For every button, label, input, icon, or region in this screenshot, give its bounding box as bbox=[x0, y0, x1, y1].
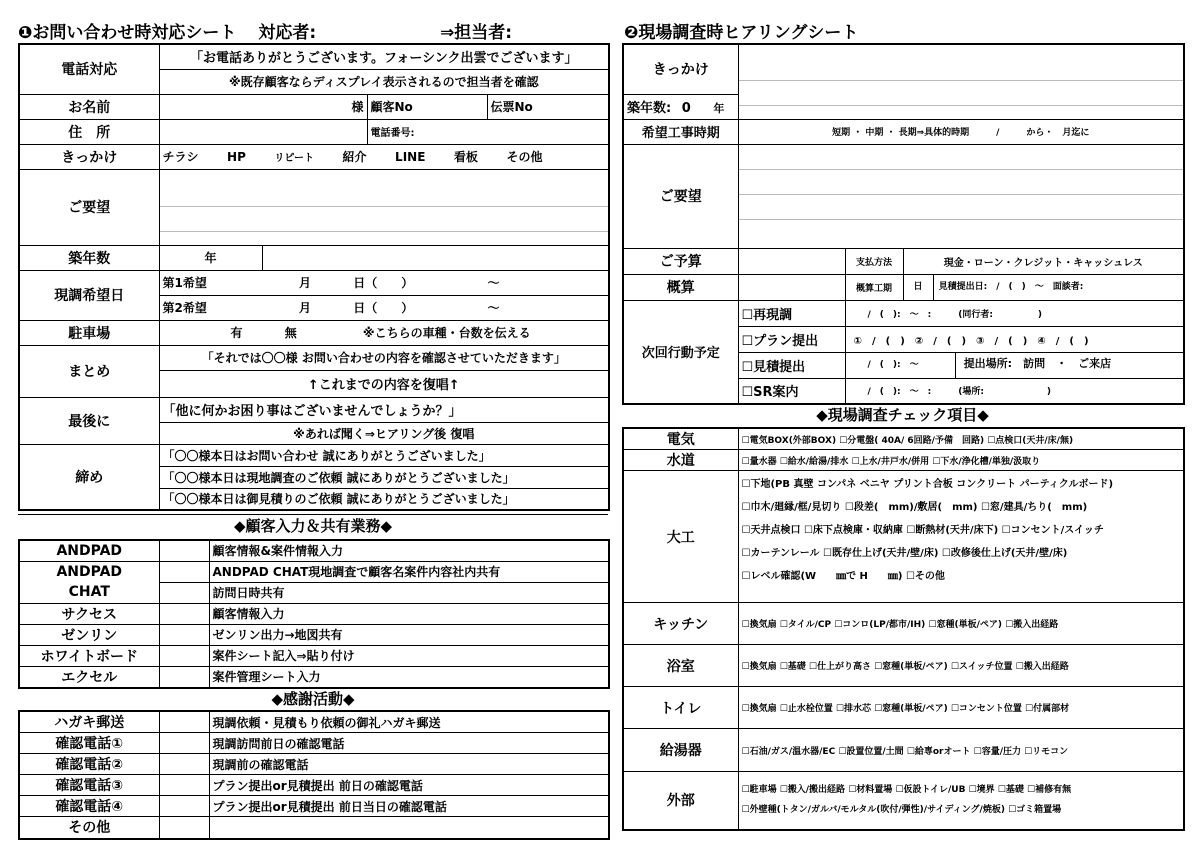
next-item-name[interactable]: ☐プラン提出 bbox=[738, 326, 845, 352]
check-item[interactable]: ☐電気BOX(外部BOX) ☐分電盤( 40A/ 6回路/予備 回路) ☐点検口(天井/床/無) bbox=[738, 428, 1184, 450]
r-chikunen-unit: 年 bbox=[713, 102, 725, 115]
task-name: ホワイトボード bbox=[19, 645, 159, 666]
check-items-gaibu bbox=[738, 772, 1184, 830]
thanks-desc: プラン提出or見積提出 前日の確認電話 bbox=[209, 775, 609, 796]
check-label: 給湯器 bbox=[623, 729, 738, 772]
denpyo-no-label[interactable]: 伝票No bbox=[487, 94, 609, 119]
r-gaisan-amount[interactable] bbox=[738, 274, 845, 300]
r-chikunen-label: 築年数: bbox=[627, 101, 672, 116]
saigo-line2: ※あれば聞く⇒ヒアリング後 復唱 bbox=[159, 422, 609, 444]
shime-line: 「〇〇様本日はお問い合わせ 誠にありがとうございました」 bbox=[159, 444, 609, 466]
row-kikkake bbox=[19, 144, 609, 169]
next-item-val[interactable]: / ( ): ～ : (場所: ) bbox=[845, 378, 1184, 404]
row-r-next-0 bbox=[623, 300, 1184, 326]
task-desc: ゼンリン出力→地図共有 bbox=[209, 624, 609, 645]
thanks-desc: 現調依頼・見積もり依頼の御礼ハガキ郵送 bbox=[209, 711, 609, 733]
chusha-ari[interactable]: 有 bbox=[230, 326, 243, 340]
section-kansha-header bbox=[18, 688, 608, 709]
check-label: 水道 bbox=[623, 450, 738, 471]
row-r-gaisan bbox=[623, 274, 1184, 300]
shime-line: 「〇〇様本日は御見積りのご依頼 誠にありがとうございました」 bbox=[159, 488, 609, 510]
check-item[interactable]: ☐外壁種(トタン/ガルバ/モルタル(吹付/弾性)/サイディング/焼板) ☐ゴミ箱置場 bbox=[741, 805, 1062, 816]
r-kikkake-label: きっかけ bbox=[623, 44, 738, 94]
thanks-name: 確認電話① bbox=[19, 733, 159, 754]
task-check[interactable] bbox=[159, 666, 209, 688]
thanks-name: 確認電話③ bbox=[19, 775, 159, 796]
r-yosan-amount[interactable] bbox=[738, 248, 845, 274]
task-desc: 案件管理シート入力 bbox=[209, 666, 609, 688]
sama-label: 様 bbox=[159, 94, 367, 119]
check-item[interactable]: ☐カーテンレール ☐既存仕上げ(天井/壁/床) ☐改修後仕上げ(天井/壁/床) bbox=[741, 548, 1068, 559]
kikkake-option[interactable]: チラシ bbox=[162, 150, 199, 164]
chiku-blank[interactable] bbox=[262, 245, 609, 270]
r-yosan-methods[interactable]: 現金・ローン・クレジット・キャッシュレス bbox=[903, 248, 1184, 274]
r-gaisan-detail bbox=[903, 274, 1184, 300]
row-jusho bbox=[19, 119, 609, 144]
saigo-label: 最後に bbox=[19, 397, 159, 444]
row-denwa bbox=[19, 44, 609, 69]
r-gaisan-label: 概算 bbox=[623, 274, 738, 300]
shime-line: 「〇〇様本日は現地調査のご依頼 誠にありがとうございました」 bbox=[159, 466, 609, 488]
chiku-label: 築年数 bbox=[19, 245, 159, 270]
thanks-desc: 現調前の確認電話 bbox=[209, 754, 609, 775]
check-item[interactable]: ☐換気扇 ☐止水栓位置 ☐排水芯 ☐窓種(単板/ペア) ☐コンセント位置 ☐付属部材 bbox=[738, 687, 1184, 729]
task-check[interactable] bbox=[159, 561, 209, 582]
row-genchou-1 bbox=[19, 270, 609, 295]
check-item[interactable]: ☐石油/ガス/温水器/EC ☐設置位置/土間 ☐給専orオート ☐容量/圧力 ☐リモコン bbox=[738, 729, 1184, 772]
next-item-val[interactable]: / ( ): ～ : (同行者: ) bbox=[845, 300, 1184, 326]
genchou-tsuki: 月 bbox=[299, 301, 312, 315]
genchou-h2[interactable] bbox=[159, 295, 609, 320]
check-item[interactable]: ☐天井点検口 ☐床下点検庫・収納庫 ☐断熱材(天井/床下) ☐コンセント/スイッチ bbox=[741, 525, 1104, 536]
task-check[interactable] bbox=[159, 624, 209, 645]
namae-label: お名前 bbox=[19, 94, 159, 119]
kikkake-option[interactable]: 看板 bbox=[453, 150, 478, 164]
genchou-kara: ～ bbox=[487, 276, 500, 290]
genchou-h1[interactable] bbox=[159, 270, 609, 295]
thanks-check[interactable] bbox=[159, 796, 209, 817]
genchou-h1-label: 第1希望 bbox=[162, 276, 207, 290]
genchou-label: 現調希望日 bbox=[19, 270, 159, 320]
r-goyobo-label: ご要望 bbox=[623, 144, 738, 248]
task-desc: 顧客情報入力 bbox=[209, 603, 609, 624]
next-item-val[interactable]: ① / ( ) ② / ( ) ③ / ( ) ④ / ( ) bbox=[845, 326, 1184, 352]
task-desc: 訪問日時共有 bbox=[209, 582, 609, 603]
jusho-field[interactable] bbox=[159, 119, 367, 144]
section-kansha-title: ◆感謝活動◆ bbox=[271, 690, 355, 708]
left-sheet-title: ❶お問い合わせ時対応シート bbox=[18, 23, 237, 43]
r-yosan-label: ご予算 bbox=[623, 248, 738, 274]
kikkake-option[interactable]: リピート bbox=[274, 153, 314, 164]
genchou-h2-label: 第2希望 bbox=[162, 301, 207, 315]
thanks-desc: プラン提出or見積提出 前日当日の確認電話 bbox=[209, 796, 609, 817]
check-item[interactable]: ☐換気扇 ☐基礎 ☐仕上がり高さ ☐窓種(単板/ペア) ☐スイッチ位置 ☐搬入出経路 bbox=[738, 645, 1184, 687]
row-goyobo bbox=[19, 169, 609, 245]
r-gaisan-koki: 概算工期 bbox=[845, 274, 903, 300]
check-header bbox=[622, 404, 1183, 425]
chiku-nen[interactable]: 年 bbox=[159, 245, 262, 270]
task-name: CHAT bbox=[19, 582, 159, 603]
denwa-label: 電話対応 bbox=[19, 44, 159, 94]
r-chikunen bbox=[623, 94, 738, 119]
task-desc: 顧客情報&案件情報入力 bbox=[209, 540, 609, 561]
hearing-table bbox=[622, 43, 1185, 405]
thanks-check[interactable] bbox=[159, 733, 209, 754]
check-title: ◆現場調査チェック項目◆ bbox=[816, 406, 989, 424]
row-r-kikkake bbox=[623, 44, 1184, 94]
next-item-name[interactable]: ☐見積提出 bbox=[738, 352, 845, 378]
left-sheet-title-bar bbox=[18, 18, 512, 43]
genchou-hi: 日（ ） bbox=[353, 301, 414, 315]
kikkake-option[interactable]: その他 bbox=[506, 150, 543, 164]
row-saigo bbox=[19, 397, 609, 422]
kokyaku-table bbox=[18, 539, 610, 689]
kokyaku-no-label[interactable]: 顧客No bbox=[367, 94, 487, 119]
task-desc: ANDPAD CHAT現地調査で顧客名案件内容社内共有 bbox=[209, 561, 609, 582]
task-check[interactable] bbox=[159, 582, 209, 603]
next-item-extra[interactable]: 提出場所: 訪問 ・ ご来店 bbox=[963, 356, 1112, 370]
genchou-kara: ～ bbox=[487, 301, 500, 315]
check-label: 浴室 bbox=[623, 645, 738, 687]
r-yosan-pay-label: 支払方法 bbox=[845, 248, 903, 274]
taiosha-label: 対応者: bbox=[258, 23, 317, 43]
thanks-desc: 現調訪問前日の確認電話 bbox=[209, 733, 609, 754]
kikkake-label: きっかけ bbox=[19, 144, 159, 169]
check-item[interactable]: ☐レベル確認(W ㎜で H ㎜) ☐その他 bbox=[741, 571, 945, 582]
chusha-field bbox=[159, 320, 609, 345]
right-sheet-title: ❷現場調査時ヒアリングシート bbox=[624, 23, 859, 43]
kikkake-option[interactable]: LINE bbox=[395, 149, 426, 164]
goyobo-label: ご要望 bbox=[19, 169, 159, 245]
thanks-name: 確認電話④ bbox=[19, 796, 159, 817]
row-shime bbox=[19, 444, 609, 466]
jusho-label: 住 所 bbox=[19, 119, 159, 144]
row-r-kibou bbox=[623, 119, 1184, 144]
check-item[interactable]: ☐巾木/廻縁/框/見切り ☐段差( mm)/敷居( mm) ☐窓/建具/ちり( mm) bbox=[741, 502, 1088, 513]
section-kokyaku-header bbox=[18, 514, 608, 536]
row-namae bbox=[19, 94, 609, 119]
r-next-label: 次回行動予定 bbox=[623, 300, 738, 404]
kikkake-option[interactable]: HP bbox=[227, 149, 246, 164]
matome-line1: 「それでは〇〇様 お問い合わせの内容を確認させていただきます」 bbox=[159, 345, 609, 370]
row-matome bbox=[19, 345, 609, 370]
denwa-line1: 「お電話ありがとうございます。フォーシンク出雲でございます」 bbox=[159, 44, 609, 69]
r-goyobo-field[interactable] bbox=[738, 144, 1184, 248]
check-label: 電気 bbox=[623, 428, 738, 450]
task-name: ANDPAD bbox=[19, 540, 159, 561]
chusha-note: ※こちらの車種・台数を伝える bbox=[362, 326, 531, 340]
thanks-check[interactable] bbox=[159, 711, 209, 733]
thanks-name: 確認電話② bbox=[19, 754, 159, 775]
check-label: 外部 bbox=[623, 772, 738, 830]
next-item-name[interactable]: ☐SR案内 bbox=[738, 378, 845, 404]
tel-label[interactable]: 電話番号: bbox=[367, 119, 609, 144]
goyobo-field[interactable] bbox=[159, 169, 609, 245]
task-check[interactable] bbox=[159, 645, 209, 666]
genchou-hi: 日（ ） bbox=[353, 276, 414, 290]
chusha-nashi[interactable]: 無 bbox=[284, 326, 297, 340]
task-name: ANDPAD bbox=[19, 561, 159, 582]
genchou-tsuki: 月 bbox=[299, 276, 312, 290]
thanks-name: ハガキ郵送 bbox=[19, 711, 159, 733]
kansha-table bbox=[18, 710, 610, 840]
task-name: ゼンリン bbox=[19, 624, 159, 645]
check-table bbox=[622, 427, 1185, 831]
task-name: エクセル bbox=[19, 666, 159, 688]
task-desc: 案件シート記入⇒貼り付け bbox=[209, 645, 609, 666]
check-item[interactable]: ☐量水器 ☐給水/給湯/排水 ☐上水/井戸水/併用 ☐下水/浄化槽/単独/汲取り bbox=[738, 450, 1184, 471]
chusha-label: 駐車場 bbox=[19, 320, 159, 345]
check-item[interactable]: ☐駐車場 ☐搬入/搬出経路 ☐材料置場 ☐仮設トイレ/UB ☐境界 ☐基礎 ☐補修有無 bbox=[741, 785, 1072, 796]
check-label: 大工 bbox=[623, 471, 738, 603]
denwa-line2: ※既存顧客ならディスプレイ表示されるので担当者を確認 bbox=[159, 69, 609, 94]
thanks-desc bbox=[209, 817, 609, 839]
check-item[interactable]: ☐換気扇 ☐タイル/CP ☐コンロ(LP/都市/IH) ☐窓種(単板/ペア) ☐搬入出経路 bbox=[738, 603, 1184, 645]
r-kibou-label: 希望工事時期 bbox=[623, 119, 738, 144]
check-item[interactable]: ☐下地(PB 真壁 コンパネ ベニヤ プリント合板 コンクリート パーティクルボード) bbox=[741, 479, 1114, 490]
matome-label: まとめ bbox=[19, 345, 159, 397]
kikkake-options bbox=[159, 144, 609, 169]
thanks-name: その他 bbox=[19, 817, 159, 839]
check-items-daiku bbox=[738, 471, 1184, 603]
next-item-val[interactable]: / ( ): ～ bbox=[846, 353, 956, 378]
saigo-line1: 「他に何かお困り事はございませんでしょうか？」 bbox=[159, 397, 609, 422]
task-check[interactable] bbox=[159, 603, 209, 624]
kikkake-option[interactable]: 紹介 bbox=[342, 150, 367, 164]
check-label: キッチン bbox=[623, 603, 738, 645]
r-gaisan-mitsumori[interactable]: 見積提出日: / ( ) ～ 面談者: bbox=[938, 281, 1084, 292]
thanks-check[interactable] bbox=[159, 754, 209, 775]
r-chikunen-value[interactable]: 0 bbox=[681, 101, 691, 116]
section-kokyaku-title: ◆顧客入力＆共有業務◆ bbox=[233, 517, 393, 535]
task-check[interactable] bbox=[159, 540, 209, 561]
right-sheet-title-bar bbox=[624, 18, 858, 43]
row-chiku bbox=[19, 245, 609, 270]
next-item-name[interactable]: ☐再現調 bbox=[738, 300, 845, 326]
tantosha-label: ⇒担当者: bbox=[440, 23, 513, 43]
thanks-check[interactable] bbox=[159, 775, 209, 796]
row-r-goyobo bbox=[623, 144, 1184, 248]
r-kibou-text[interactable]: 短期 ・ 中期 ・ 長期⇒具体的時期 / から・ 月迄に bbox=[738, 119, 1184, 144]
r-gaisan-hi: 日 bbox=[904, 275, 934, 300]
matome-line2: ↑これまでの内容を復唱↑ bbox=[159, 370, 609, 397]
row-chusha bbox=[19, 320, 609, 345]
shime-label: 締め bbox=[19, 444, 159, 510]
task-name: サクセス bbox=[19, 603, 159, 624]
r-kikkake-field[interactable] bbox=[738, 44, 1184, 119]
inquiry-table bbox=[18, 43, 610, 511]
row-r-yosan bbox=[623, 248, 1184, 274]
check-label: トイレ bbox=[623, 687, 738, 729]
thanks-check[interactable] bbox=[159, 817, 209, 839]
next-item-row bbox=[845, 352, 1184, 378]
